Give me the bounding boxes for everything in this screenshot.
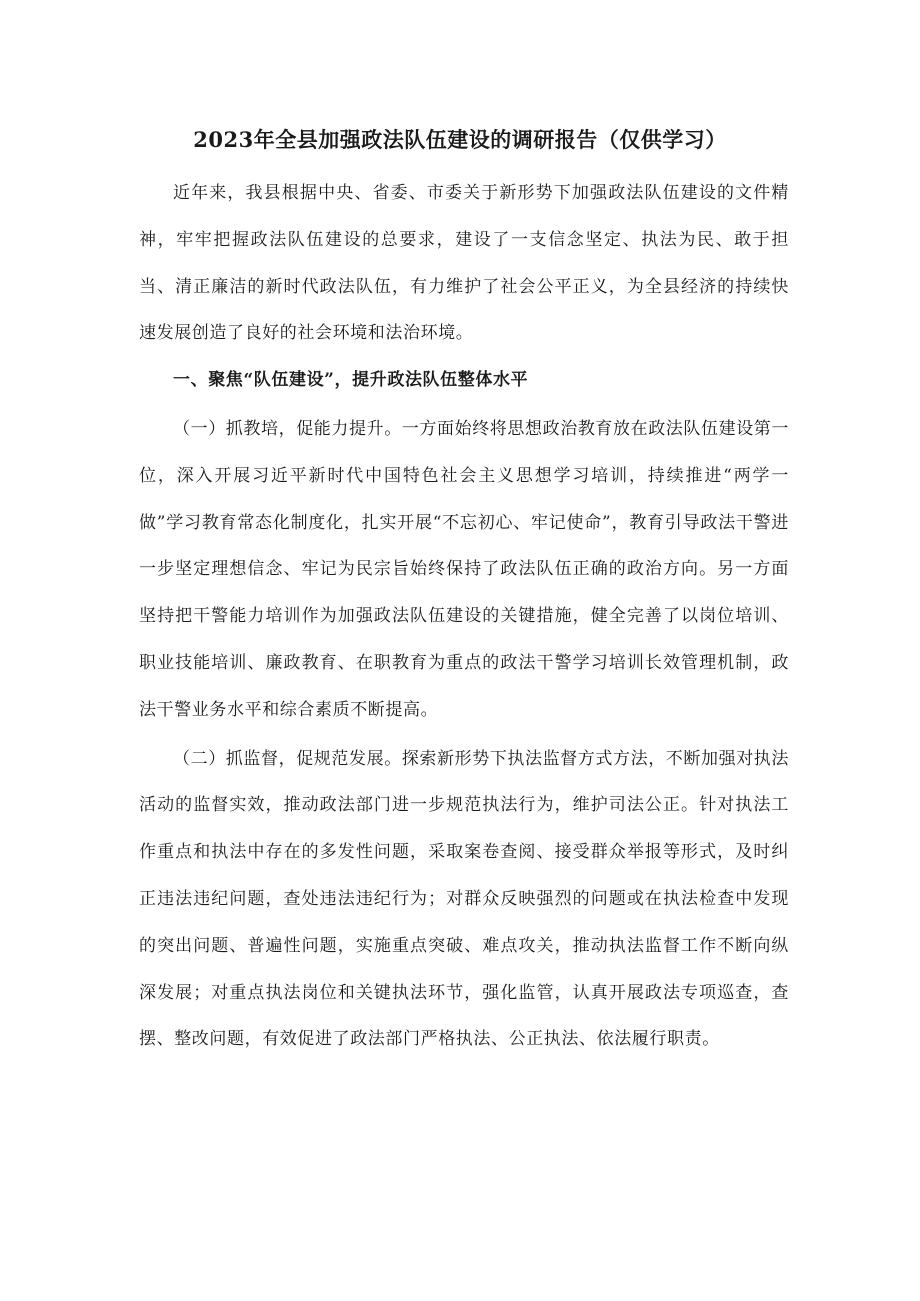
document-title: 2023年全县加强政法队伍建设的调研报告（仅供学习） <box>193 127 727 152</box>
document-body <box>139 170 789 1063</box>
section-heading-1: 一、聚焦“队伍建设”，提升政法队伍整体水平 <box>173 370 529 391</box>
paragraph-2: （二）抓监督，促规范发展。探索新形势下执法监督方式方法，不断加强对执法活动的监督实效，推动政法部门进一步规范执法行为，维护司法公正。针对执法工作重点和执法中存在的多发性问题，采取案卷查阅、接受群众举报等形式，及时纠正违法违纪问题，查处违法违纪行为；对群众反映强烈的问题或在执法检查中发现的突出问题、普遍性问题，实施重点突破、难点攻关，推动执法监督工作不断向纵深发展；对重点执法岗位和关键执法环节，强化监管，认真开展政法专项巡查，查摆、整改问题，有效促进了政法部门严格执法、公正执法、依法履行职责。 <box>139 748 789 1050</box>
paragraph-1: （一）抓教培，促能力提升。一方面始终将思想政治教育放在政法队伍建设第一位，深入开展习近平新时代中国特色社会主义思想学习培训，持续推进“两学一做”学习教育常态化制度化，扎实开展“不忘初心、牢记使命”，教育引导政法干警进一步坚定理想信念、牢记为民宗旨始终保持了政法队伍正确的政治方向。另一方面坚持把干警能力培训作为加强政法队伍建设的关键措施，健全完善了以岗位培训、职业技能培训、廉政教育、在职教育为重点的政法干警学习培训长效管理机制，政法干警业务水平和综合素质不断提高。 <box>139 418 789 720</box>
intro-paragraph: 近年来，我县根据中央、省委、市委关于新形势下加强政法队伍建设的文件精神，牢牢把握政法队伍建设的总要求，建设了一支信念坚定、执法为民、敢于担当、清正廉洁的新时代政法队伍，有力维护了社会公平正义，为全县经济的持续快速发展创造了良好的社会环境和法治环境。 <box>139 183 789 344</box>
